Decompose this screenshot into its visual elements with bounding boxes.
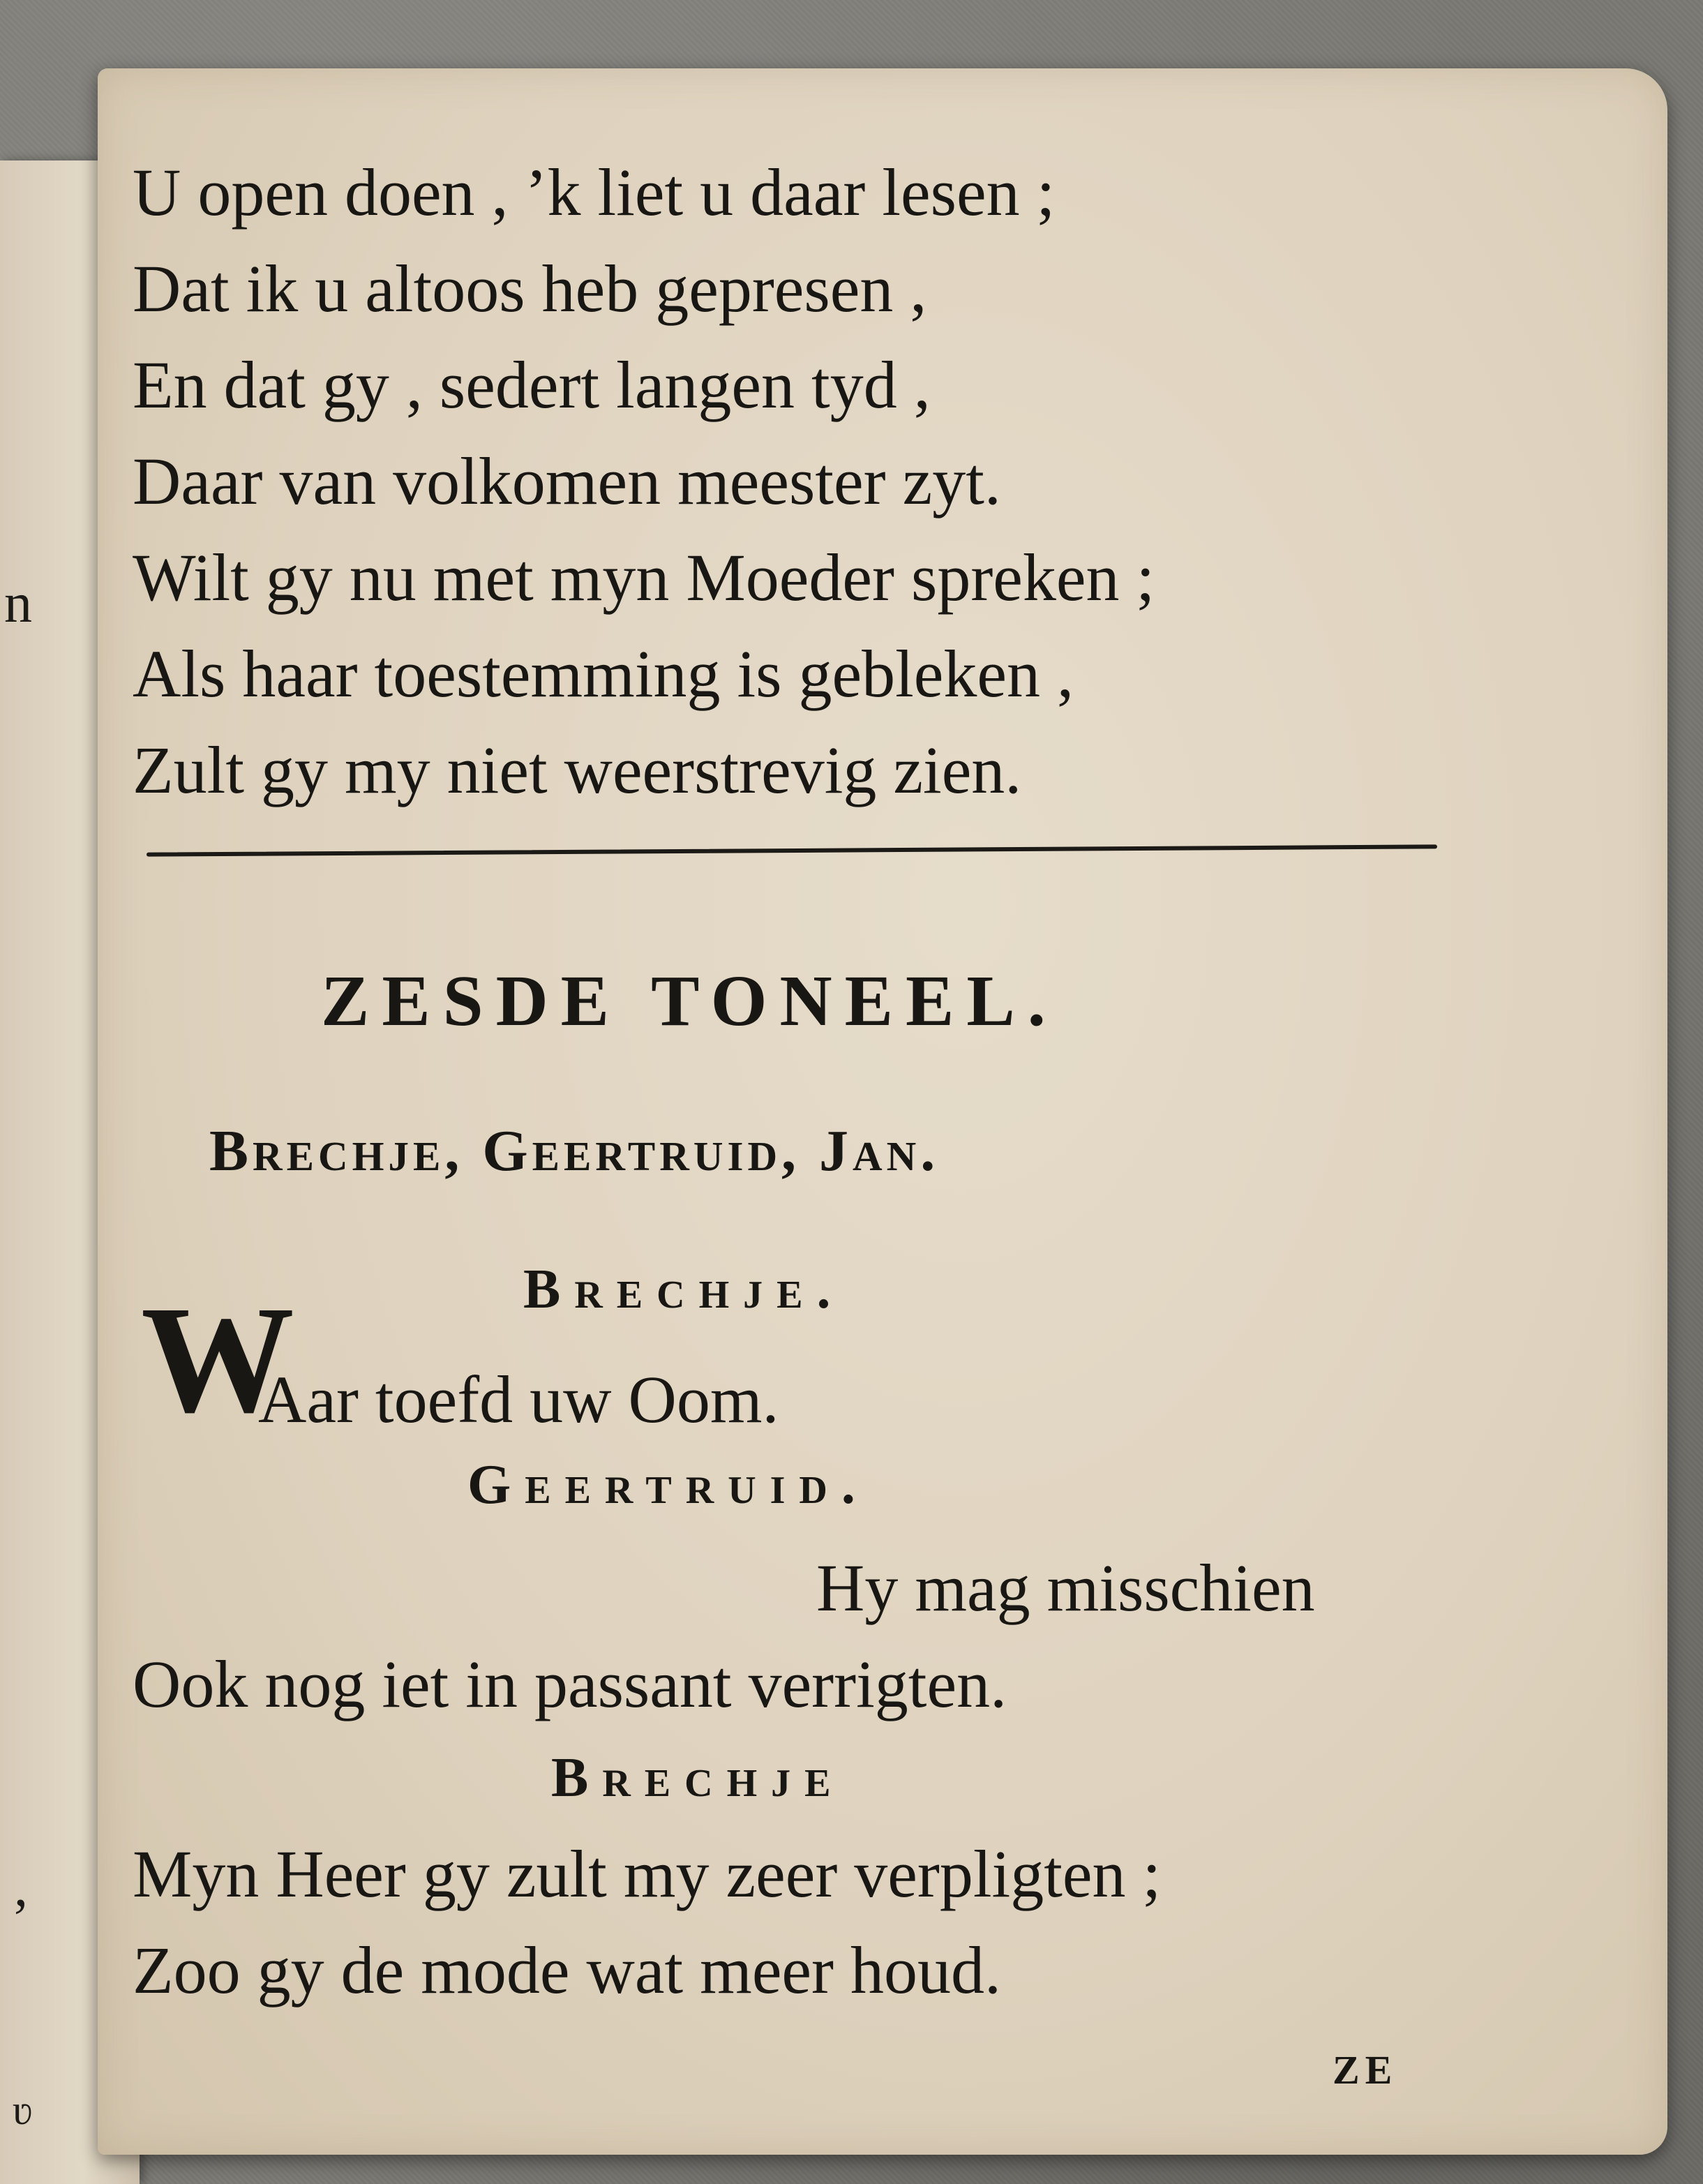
verse-line: Als haar toestemming is gebleken , — [133, 636, 1074, 711]
section-divider — [147, 844, 1437, 856]
book-page — [98, 68, 1667, 2155]
cast-list: Brechje, Geertruid, Jan. — [209, 1119, 940, 1183]
scene-title: ZESDE TONEEL. — [321, 961, 1058, 1041]
verse-line: Zult gy my niet weerstrevig zien. — [133, 733, 1022, 807]
left-page-fragment: ʋ — [13, 2087, 33, 2133]
drop-capital: W — [141, 1274, 294, 1444]
dialogue-line: Ook nog iet in passant verrigten. — [133, 1647, 1007, 1721]
left-page-fragment: , — [14, 1857, 28, 1918]
verse-line: Daar van volkomen meester zyt. — [133, 444, 1001, 518]
dialogue-line: Myn Heer gy zult my zeer verpligten ; — [133, 1837, 1162, 1911]
verse-line: Dat ik u altoos heb gepresen , — [133, 251, 927, 326]
catchword: ZE — [1333, 2047, 1398, 2093]
verse-line: En dat gy , sedert langen tyd , — [133, 347, 931, 422]
verse-line: U open doen , ’k liet u daar lesen ; — [133, 155, 1056, 230]
speaker-name: Geertruid. — [467, 1454, 869, 1516]
left-page-fragment: n — [4, 573, 32, 634]
dialogue-line: Zoo gy de mode wat meer houd. — [133, 1933, 1001, 2007]
speaker-name: Brechje — [551, 1747, 845, 1809]
dialogue-line: Aar toefd uw Oom. — [258, 1362, 779, 1437]
verse-line: Wilt gy nu met myn Moeder spreken ; — [133, 540, 1155, 615]
speaker-name: Brechje. — [523, 1259, 845, 1320]
dialogue-line: Hy mag misschien — [816, 1550, 1315, 1625]
